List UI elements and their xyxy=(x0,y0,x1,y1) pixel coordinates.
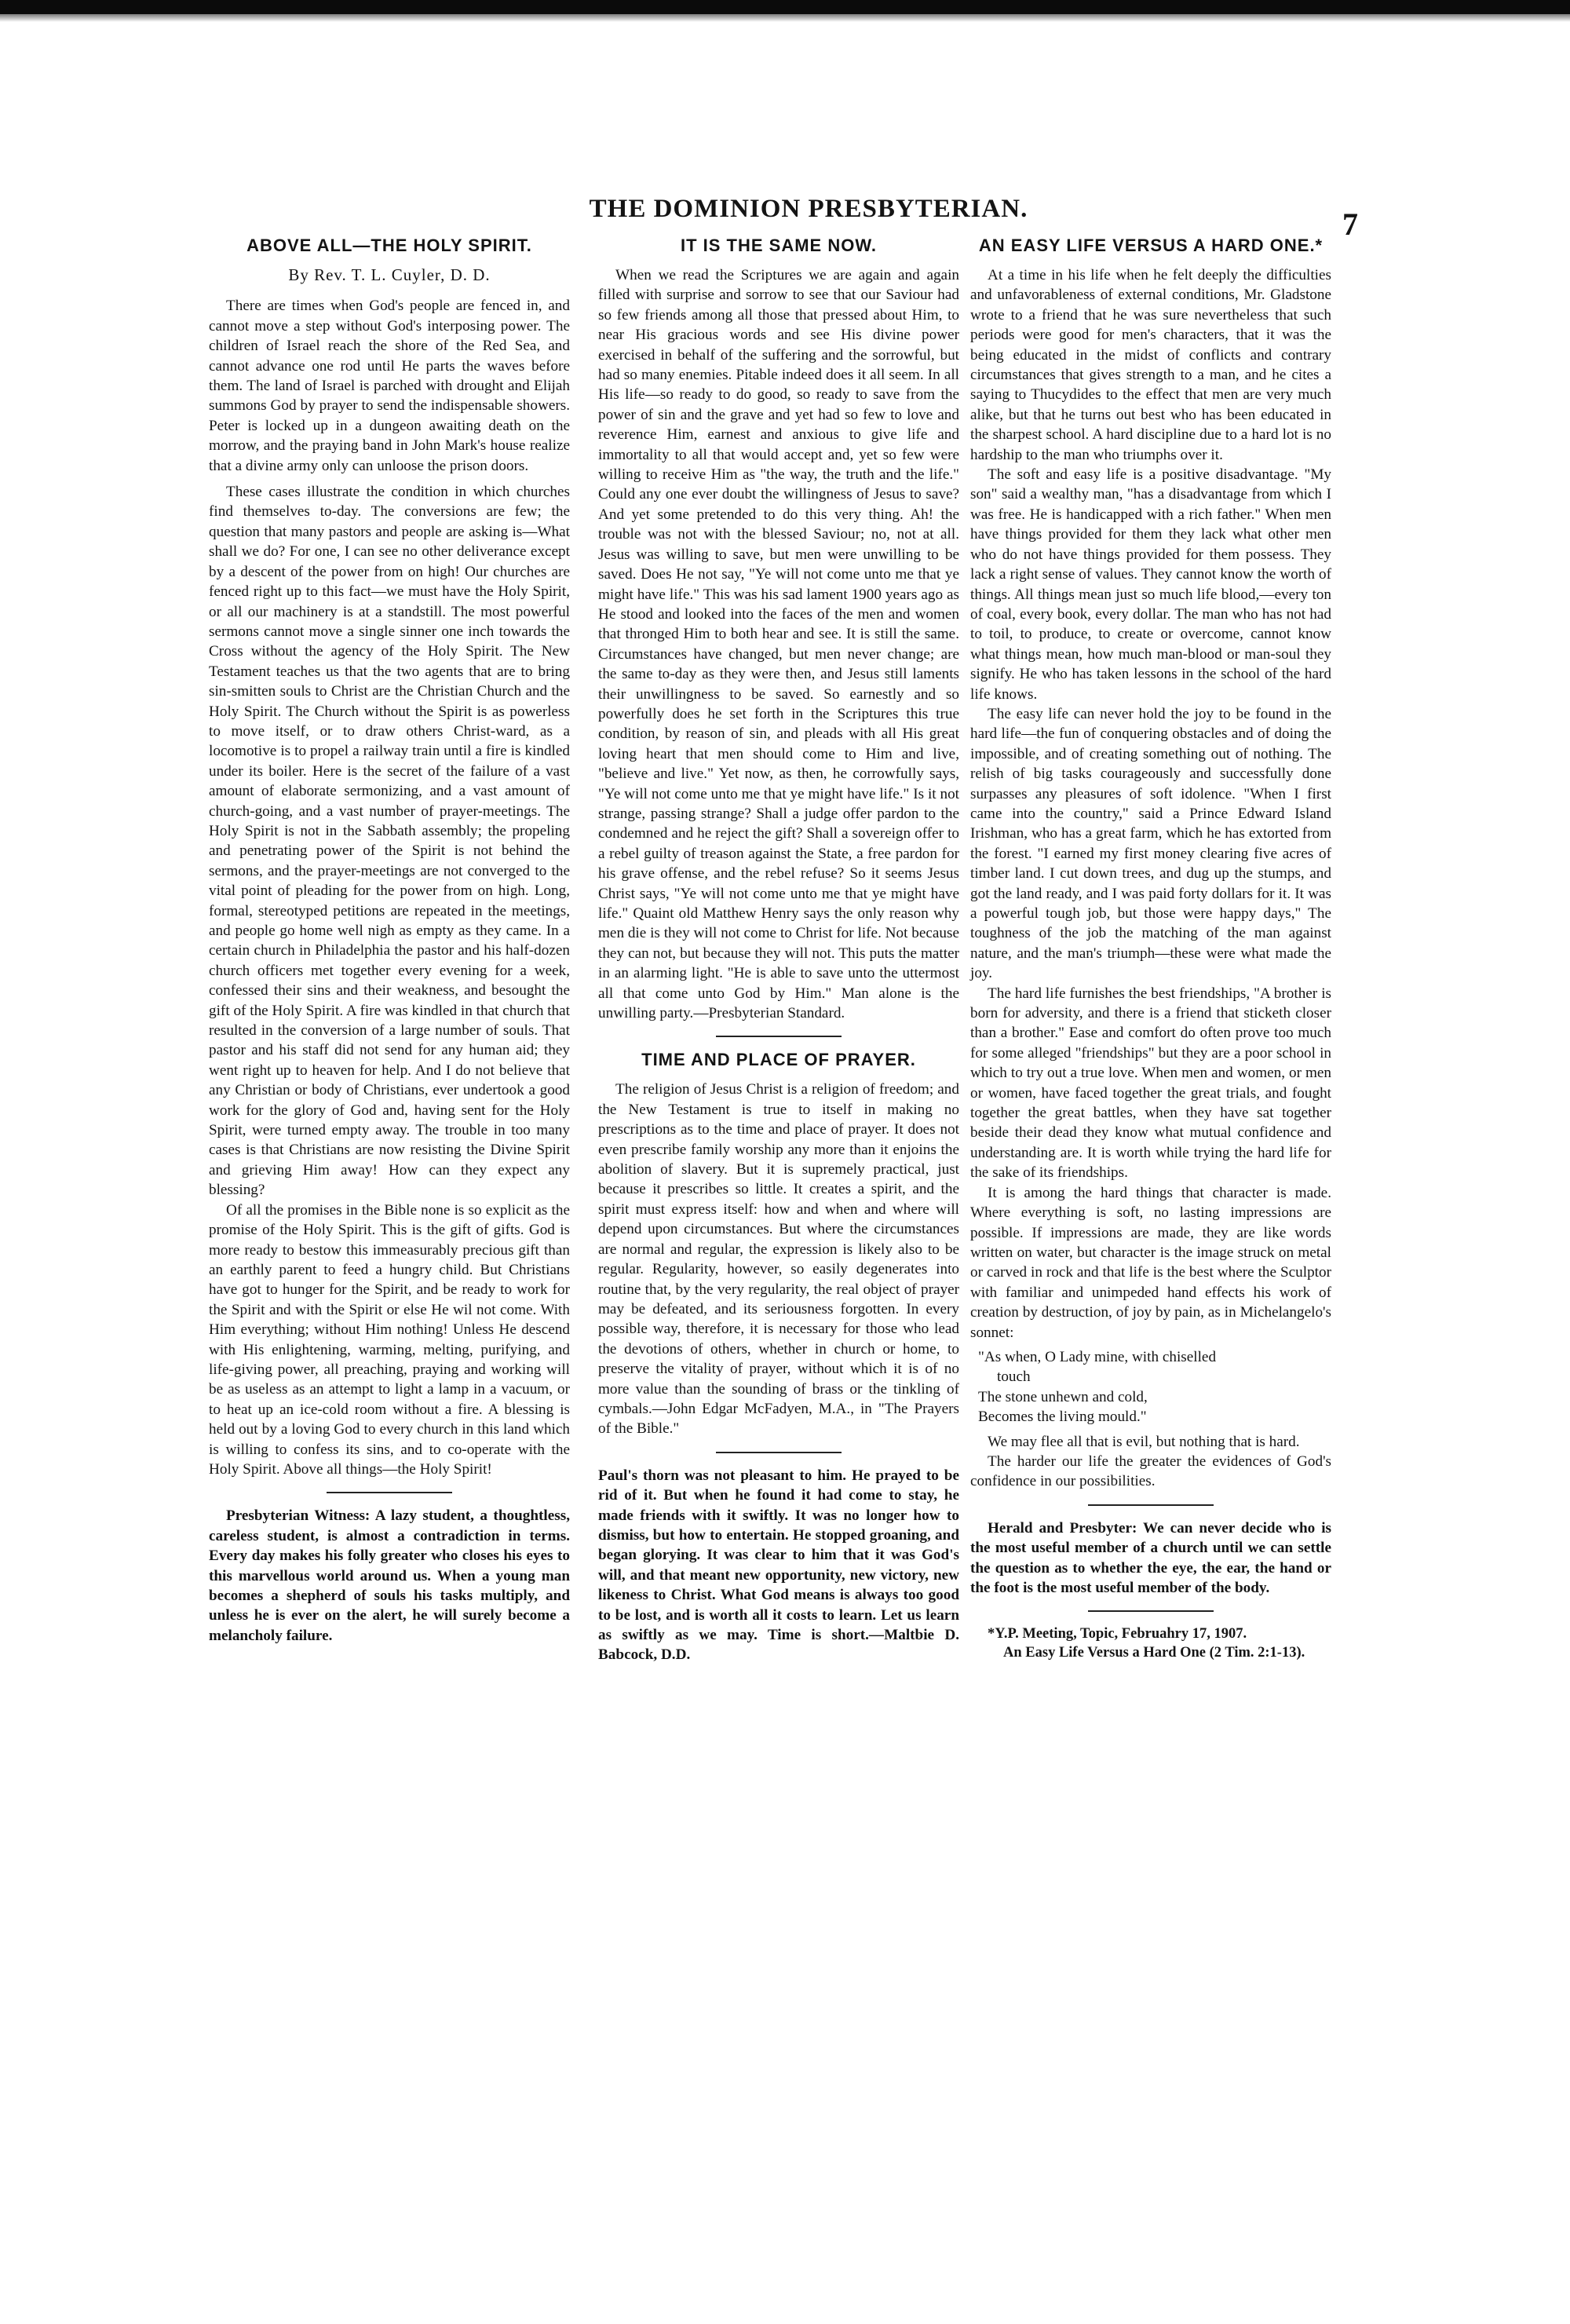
article-paragraph: There are times when God's people are fenced in, and cannot move a step without God's interposing power. The children of Israel reach the shore of the Red Sea, and cannot advance one rod until He parts the waves before them. The land of Israel is parched with drought and Elijah summons God by prayer to send the indispensable showers. Peter is locked up in a dungeon awaiting death on the morrow, and the praying band in John Mark's house realize that a divine army only can unloose the prison doors. xyxy=(209,298,570,474)
column-left xyxy=(209,236,570,1646)
article-heading: TIME AND PLACE OF PRAYER. xyxy=(641,1050,916,1070)
article-paragraph: The religion of Jesus Christ is a religion of freedom; and the New Testament is true to itself in making no prescriptions as to the time and place of prayer. It does not even prescribe family worship any more than it enjoins the abolition of slavery. But it is supremely practical, just because it prescribes so little. It creates a spirit, and the spirit must express itself: how and when and where will depend upon circumstances. But where the circumstances are normal and regular, the expression is likely also to be regular. Regularity, however, so easily degenerates into routine that, by the very regularity, the real object of prayer may be defeated, and its seriousness forgotten. In every possible way, therefore, it is necessary for those who lead the devotions of others, whether in church or home, to preserve the vitality of prayer, without which it is of no more value than the sounding of brass or the tinkling of cymbals.—John Edgar McFadyen, M.A., in "The Prayers of the Bible." xyxy=(598,1081,959,1438)
article-paragraph: The soft and easy life is a positive disadvantage. "My son" said a wealthy man, "has a disadvantage from which I was free. He is handicapped with a rich father." When men have things provided for them they lack what other men who do not have things provided for them possess. They lack a right sense of values. They cannot know the worth of things. All things mean just so much life blood,—every ton of coal, every book, every dollar. The man who has not had to toil, to produce, to create or overcome, cannot know what things mean, how much man-blood or man-soul they signify. He who has taken lessons in the school of the hard life knows. xyxy=(970,466,1331,703)
column-middle xyxy=(598,236,959,1665)
footnote-line: An Easy Life Versus a Hard One (2 Tim. 2:1-13). xyxy=(1003,1645,1305,1661)
section-divider xyxy=(716,1452,842,1453)
poem-line: touch xyxy=(997,1368,1031,1386)
pauls-thorn-paragraph: Paul's thorn was not pleasant to him. He prayed to be rid of it. But when he found it had come to stay, he made friends with it swiftly. It was no longer how to dismiss, but how to entertain. He stopped groaning, and began glorying. It was clear to him that it was God's will, and that meant new opportunity, new victory, new likeness to Christ. What God means is always too good to be lost, and is worth all it costs to learn. Let us learn as swiftly as we may. Time is short.—Maltbie D. Babcock, D.D. xyxy=(598,1467,959,1664)
page-number: 7 xyxy=(1342,206,1358,242)
sonnet-quote xyxy=(978,1347,1331,1427)
article-paragraph: It is among the hard things that character is made. Where everything is soft, no lasting impressions are possible. If impressions are made, they are like words written on water, but character is the image struck on metal or carved in rock and that life is the best where the Sculptor with familiar and unimpeded hand effects his work of creation by destruction, of joy by pain, as in Michelangelo's sonnet: xyxy=(970,1184,1331,1341)
scan-edge-shadow xyxy=(0,14,1570,22)
poem-line: Becomes the living mould." xyxy=(978,1409,1147,1426)
article-paragraph: These cases illustrate the condition in which churches find themselves to-day. The conversions are few; the question that many pastors and people are asking is—What shall we do? For one, I can see no other deliverance except by a descent of the power from on high! Our churches are fenced right up to this fact—we must have the Holy Spirit, or all our machinery is at a standstill. The most powerful sermons cannot move a single sinner one inch towards the Cross without the agency of the Holy Spirit. The New Testament teaches us that the two agents that are to bring sin-smitten souls to Christ are the Christian Church and the Holy Spirit. The Church without the Spirit is as powerless to move itself, or to draw others Christ-ward, as a locomotive is to propel a railway train until a fire is kindled under its boiler. Here is the secret of the failure of a vast amount of elaborate sermonizing, and a vast amount of church-going, and a vast number of prayer-meetings. The Holy Spirit is not in the Sabbath assembly; the propeling and penetrating power of the Spirit is not behind the sermons, and the prayer-meetings are not converged to the vital point of pleading for the power from on high. Long, formal, stereotyped petitions are repeated in the meetings, and people go home well nigh as empty as they came. In a certain church in Philadelphia the pastor and his half-dozen church officers met together every evening for a week, confessed their sins and their weakness, and besought the gift of the Holy Spirit. A fire was kindled in that church that resulted in the conversion of a large number of souls. That pastor and his staff did not send for any human aid; they went right up to heaven for help. And I do not believe that any Christian or body of Christians, ever undertook a good work for the glory of God and, having sent for the Holy Spirit, were turned empty away. The trouble in too many cases is that Christians are now resisting the Divine Spirit and grieving Him away! How can they expect any blessing? xyxy=(209,484,570,1199)
article-heading: IT IS THE SAME NOW. xyxy=(680,236,877,255)
footnote xyxy=(970,1624,1331,1662)
article-paragraph: The hard life furnishes the best friendships, "A brother is born for adversity, and there is a friend that sticketh closer than a brother." Ease and comfort do often prove too much for some alleged "friendships" but they are a poor school in which to try out a true love. When men and women, or men or women, have faced together the great trials, and fought together the great battles, when they have sat together beside their dead they know what mutual confidence and understanding are. It is worth while trying the hard life for the sake of its friendships. xyxy=(970,985,1331,1182)
article-byline: By Rev. T. L. Cuyler, D. D. xyxy=(288,265,491,284)
column-right xyxy=(970,236,1331,1662)
poem-line: "As when, O Lady mine, with chiselled xyxy=(978,1348,1217,1365)
article-paragraph: We may flee all that is evil, but nothing that is hard. xyxy=(988,1433,1300,1450)
article-paragraph: Of all the promises in the Bible none is so explicit as the promise of the Holy Spirit. This is the gift of gifts. God is more ready to bestow this immeasurably precious gift than an earthly parent to feed a hungry child. But Christians have got to hunger for the Spirit, and be ready to work for the Spirit and with the Spirit or else He wil not come. With Him everything; without Him nothing! Unless He descend with His enlightening, warming, melting, purifying, and life-giving power, all preaching, praying and working will be as useless as an attempt to light a lamp in a vacuum, or to heat up an ice-cold room without a fire. A blessing is held out by a loving God to every church in this land which is willing to confess its sins, and to co-operate with the Holy Spirit. Above all things—the Holy Spirit! xyxy=(209,1201,570,1478)
article-paragraph: When we read the Scriptures we are again and again filled with surprise and sorrow to see that our Saviour had so few friends among all those that pressed about Him, to near His gracious words and see His divine power exercised in behalf of the suffering and the sorrowful, but had so many enemies. Pitable indeed does it all seem. In all His life—so ready to do good, so ready to save from the power of sin and the grave and yet had so few to love and reverence Him, earnest and anxious to give life and immortality to all that would accept and, yet so few were willing to receive Him as "the way, the truth and the life." Could any one ever doubt the willingness of Jesus to save? And yet some pretended to do this very thing. Ah! the trouble was not with the blessed Saviour; no, not at all. Jesus was willing to save, but men were unwilling to be saved. Does He not say, "Ye will not come unto me that ye might have life." This was his sad lament 1900 years ago as He stood and looked into the faces of the men and women that thronged Him to both hear and see. It is still the same. Circumstances have changed, but men never change; are the same to-day as they were then, and Jesus still laments their unwillingness to be saved. So earnestly and so powerfully does he set forth in the Scriptures this true condition, by reason of sin, and pleads with all His great loving heart that men should come to Him and live, "believe and live." Yet now, as then, he corrowfully says, "Ye will not come unto me that ye might have life." Is it not strange, passing strange? Shall a judge offer pardon to the condemned and he reject the gift? Shall a sovereign offer to a rebel guilty of treason against the State, a free pardon for his grave offense, and the rebel refuse? So it seems Jesus Christ says, "Ye will not come unto me that ye might have life." Quaint old Matthew Henry says the only reason why men die is they will not come to Christ for life. Not because they can not, but because they will not. This puts the matter in an alarming light. "He is able to save unto the uttermost all that come unto God by Him." Man alone is the unwilling party.—Presbyterian Standard. xyxy=(598,267,959,1022)
section-divider xyxy=(1088,1504,1214,1506)
herald-paragraph: Herald and Presbyter: We can never decide who is the most useful member of a church until we can settle the question as to whether the eye, the ear, the hand or the foot is the most useful member of the body. xyxy=(970,1519,1331,1596)
scan-top-border xyxy=(0,0,1570,14)
article-paragraph: At a time in his life when he felt deeply the difficulties and unfavorableness of external conditions, Mr. Gladstone wrote to a friend that he was sure nevertheless that such periods were good for men's characters, that it was the being educated in the midst of conflicts and contrary circumstances that gives strength to a man, and he cites a saying to Thucydides to the effect that men are very much alike, but that he turns out best who has been educated in the sharpest school. A hard discipline due to a hard lot is no hardship to the man who triumphs over it. xyxy=(970,267,1331,463)
footnote-line: *Y.P. Meeting, Topic, Februahry 17, 1907. xyxy=(988,1626,1247,1643)
article-paragraph: The easy life can never hold the joy to be found in the hard life—the fun of conquering obstacles and of doing the impossible, and of creating something out of nothing. The relish of big tasks courageously and successfully done surpasses any pleasures of soft idolence. "When I first came into the country," said a Prince Edward Island Irishman, who has a great farm, which he has extorted from the forest. "I earned my first money clearing five acres of timber land. I cut down trees, and dug up the stumps, and got the land ready, and I was paid forty dollars for it. It was a powerful tough job, but those were happy days," The toughness of the job the matching of the man against nature, and the man's triumph—these were what made the joy. xyxy=(970,705,1331,982)
publication-title: THE DOMINION PRESBYTERIAN. xyxy=(589,195,1028,223)
poem-line: The stone unhewn and cold, xyxy=(978,1388,1148,1405)
section-divider xyxy=(716,1036,842,1037)
article-heading: ABOVE ALL—THE HOLY SPIRIT. xyxy=(246,236,532,255)
section-divider xyxy=(1088,1610,1214,1612)
article-heading: AN EASY LIFE VERSUS A HARD ONE.* xyxy=(978,236,1324,255)
article-paragraph: The harder our life the greater the evidences of God's confidence in our possibilities. xyxy=(970,1452,1331,1490)
section-divider xyxy=(327,1492,452,1493)
witness-paragraph: Presbyterian Witness: A lazy student, a thoughtless, careless student, is almost a contradiction in terms. Every day makes his folly greater who closes his eyes to this marvellous world around us. When a young man becomes a shepherd of souls his tasks multiply, and unless he is ever on the alert, he will surely become a melancholy failure. xyxy=(209,1507,570,1644)
